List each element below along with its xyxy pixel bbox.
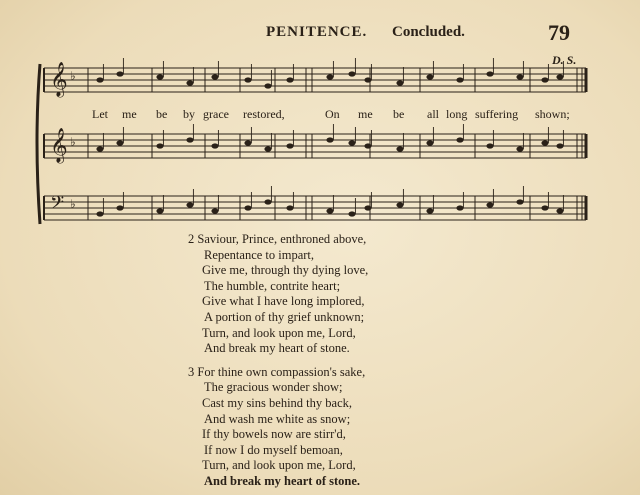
verse-line: Cast my sins behind thy back,: [202, 395, 352, 410]
note-head: [456, 205, 463, 210]
ds-mark: D. S.: [552, 53, 577, 67]
lyric-word: all: [427, 107, 439, 121]
treble-clef-icon: 𝄞: [50, 62, 68, 97]
hymn-title: PENITENCE.: [266, 24, 368, 40]
note-head: [348, 71, 355, 76]
note-head: [211, 74, 218, 79]
note-head: [326, 208, 333, 213]
lyric-word: be: [393, 107, 405, 121]
note-head: [364, 205, 371, 210]
note-head: [486, 202, 493, 207]
verse-line: Give what I have long implored,: [202, 294, 365, 309]
note-head: [348, 140, 355, 145]
lyric-word: restored,: [243, 107, 285, 121]
page-number: 79: [548, 20, 570, 45]
verse-line: A portion of thy grief unknown;: [204, 309, 365, 324]
verses: [188, 232, 488, 490]
lyric-word: be: [156, 107, 168, 121]
note-head: [396, 202, 403, 207]
note-head: [364, 143, 371, 148]
verse-line: 2 Saviour, Prince, enthroned above,: [188, 232, 367, 246]
note-head: [396, 146, 403, 151]
note-head: [264, 146, 271, 151]
note-head: [264, 199, 271, 204]
note-head: [541, 77, 548, 82]
note-head: [156, 74, 163, 79]
note-head: [556, 143, 563, 148]
note-head: [244, 77, 251, 82]
verse-line: The gracious wonder show;: [204, 380, 343, 395]
note-head: [516, 146, 523, 151]
note-head: [156, 143, 163, 148]
note-head: [211, 143, 218, 148]
note-head: [116, 140, 123, 145]
lyric-word: long: [446, 107, 468, 121]
verse-line: Turn, and look upon me, Lord,: [202, 458, 356, 473]
verse-line: And break my heart of stone.: [204, 473, 361, 488]
note-head: [426, 208, 433, 213]
bass-clef-icon: 𝄢: [50, 193, 65, 218]
flat-icon: ♭: [70, 135, 76, 149]
flat-icon: ♭: [70, 69, 76, 83]
note-head: [396, 80, 403, 85]
note-head: [486, 71, 493, 76]
flat-icon: ♭: [70, 197, 76, 211]
note-head: [156, 208, 163, 213]
note-head: [96, 211, 103, 216]
lyric-word: suffering: [475, 107, 519, 121]
note-head: [426, 74, 433, 79]
treble-clef-icon: 𝄞: [50, 128, 68, 163]
note-head: [348, 211, 355, 216]
note-head: [541, 140, 548, 145]
note-head: [116, 205, 123, 210]
note-head: [116, 71, 123, 76]
note-head: [456, 77, 463, 82]
lyric-word: grace: [203, 107, 229, 121]
verse-line: The humble, contrite heart;: [204, 278, 341, 293]
note-head: [186, 80, 193, 85]
note-head: [426, 140, 433, 145]
note-head: [326, 74, 333, 79]
note-head: [244, 140, 251, 145]
note-head: [186, 202, 193, 207]
note-head: [516, 199, 523, 204]
system-brace: [37, 64, 40, 224]
note-head: [244, 205, 251, 210]
verse-line: If now I do myself bemoan,: [204, 442, 343, 457]
note-head: [326, 137, 333, 142]
note-head: [96, 77, 103, 82]
note-head: [286, 143, 293, 148]
verse-line: 3 For thine own compassion's sake,: [188, 364, 366, 379]
lyric-word: me: [358, 107, 373, 121]
verse-line: And break my heart of stone.: [204, 341, 350, 356]
note-head: [486, 143, 493, 148]
note-head: [286, 205, 293, 210]
note-head: [264, 83, 271, 88]
verse-line: And wash me white as snow;: [204, 411, 351, 426]
note-head: [286, 77, 293, 82]
note-head: [364, 77, 371, 82]
note-head: [541, 205, 548, 210]
lyric-word: shown;: [535, 107, 570, 121]
note-head: [556, 208, 563, 213]
lyric-word: On: [325, 107, 340, 121]
verse-line: Repentance to impart,: [204, 247, 315, 262]
verse-line: If thy bowels now are stirr'd,: [202, 427, 346, 442]
note-head: [96, 146, 103, 151]
hymn-subtitle: Concluded.: [392, 24, 465, 40]
lyric-word: Let: [92, 107, 108, 121]
lyric-word: by: [183, 107, 195, 121]
music-notes: [96, 58, 563, 217]
note-head: [456, 137, 463, 142]
verse-line: Give me, through thy dying love,: [202, 263, 369, 278]
note-head: [211, 208, 218, 213]
verse-line: Turn, and look upon me, Lord,: [202, 325, 356, 340]
note-head: [516, 74, 523, 79]
note-head: [186, 137, 193, 142]
note-head: [556, 74, 563, 79]
lyric-word: me: [122, 107, 137, 121]
